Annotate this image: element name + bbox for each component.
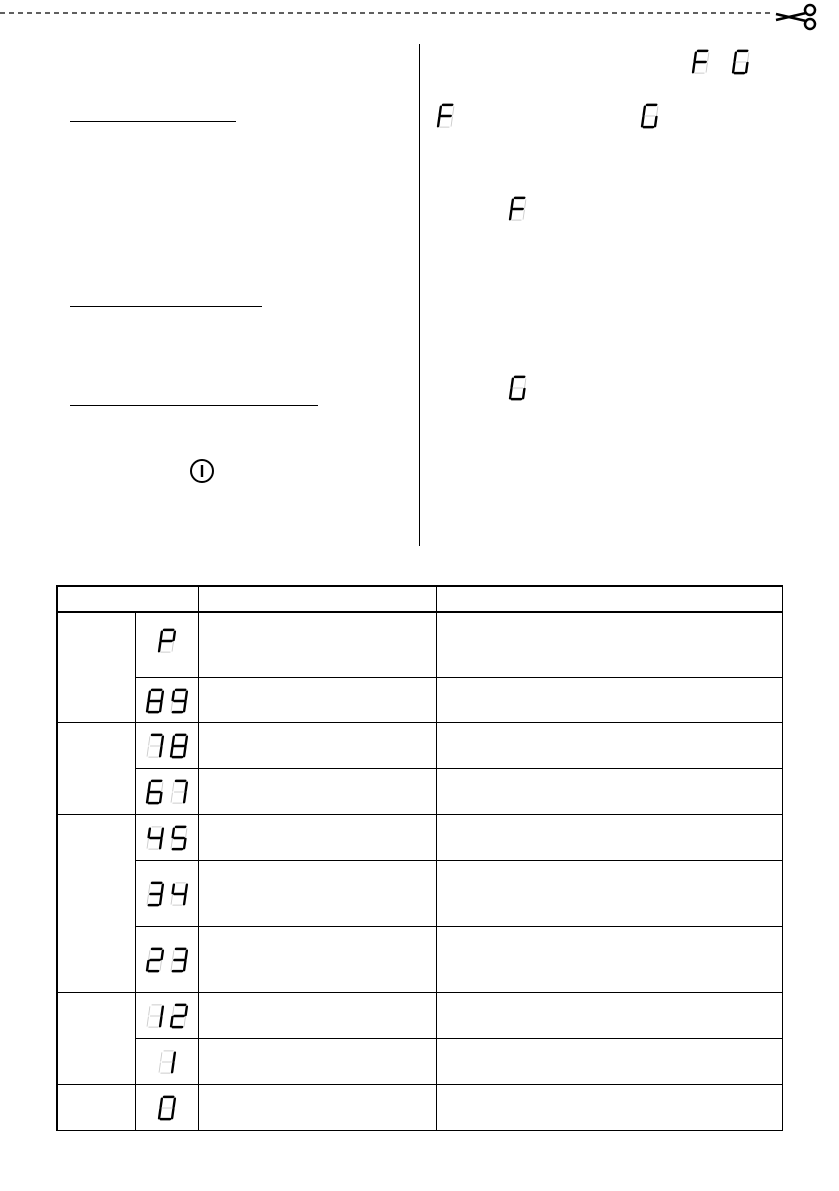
seven-segment-digit [639, 103, 661, 129]
display-symbol-g-inline [639, 103, 661, 129]
heading-underline-3 [70, 405, 318, 406]
display-symbol-f-top [690, 49, 712, 75]
seven-segment-digit [168, 825, 190, 851]
seven-segment-digit [144, 1003, 166, 1029]
seven-segment-digit [168, 881, 190, 907]
table-row-display [144, 881, 190, 912]
seven-segment-digit [507, 196, 529, 222]
scissors-icon [772, 2, 822, 32]
power-icon [188, 457, 216, 485]
display-symbol-g-para [507, 375, 529, 401]
seven-segment-digit [168, 733, 190, 759]
seven-segment-digit [168, 779, 190, 805]
seven-segment-digit [168, 688, 190, 714]
column-divider [419, 44, 420, 546]
seven-segment-digit [144, 733, 166, 759]
table-row-display [144, 779, 190, 810]
table-row-display [156, 1049, 178, 1080]
seven-segment-digit [144, 779, 166, 805]
table-row-display [144, 947, 190, 978]
display-symbol-f-para [507, 196, 529, 222]
table-row-display [156, 628, 178, 659]
seven-segment-digit [168, 1003, 190, 1029]
seven-segment-digit [156, 628, 178, 654]
power-level-table [56, 585, 783, 1131]
seven-segment-digit [730, 49, 752, 75]
table-row-display [144, 688, 190, 719]
cut-line [0, 10, 772, 16]
seven-segment-digit [144, 947, 166, 973]
display-symbol-g-top [730, 49, 752, 75]
heading-underline-1 [70, 121, 236, 122]
seven-segment-digit [156, 1049, 178, 1075]
heading-underline-2 [70, 306, 262, 307]
seven-segment-digit [168, 947, 190, 973]
seven-segment-digit [144, 881, 166, 907]
seven-segment-digit [144, 825, 166, 851]
table-row-display [144, 733, 190, 764]
table-row-display [156, 1095, 178, 1126]
seven-segment-digit [690, 49, 712, 75]
display-symbol-f-inline [435, 103, 457, 129]
table-row-display [144, 825, 190, 856]
table-row-display [144, 1003, 190, 1034]
seven-segment-digit [435, 103, 457, 129]
seven-segment-digit [507, 375, 529, 401]
seven-segment-digit [156, 1095, 178, 1121]
seven-segment-digit [144, 688, 166, 714]
